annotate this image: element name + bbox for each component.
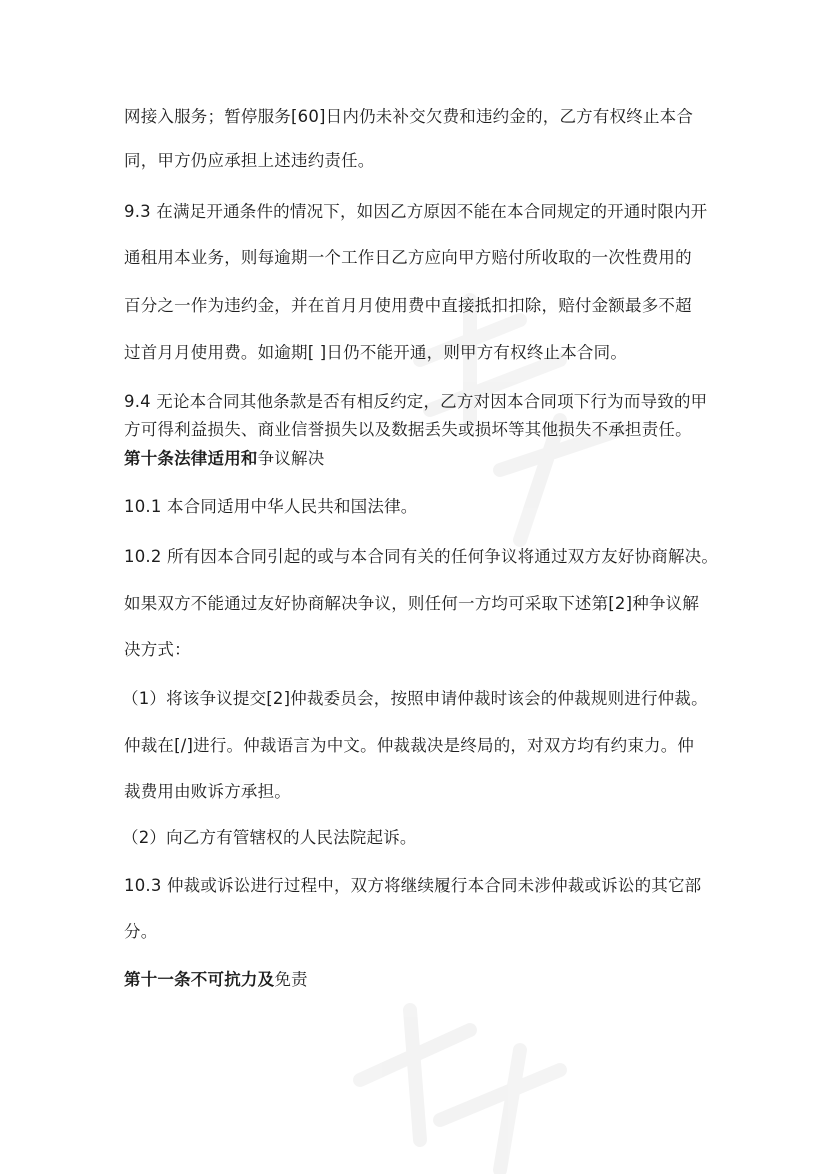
text-line: 如果双方不能通过友好协商解决争议，则任何一方均可采取下述第[2]种争议解 — [124, 594, 700, 613]
clause-10-1: 10.1 本合同适用中华人民共和国法律。 — [124, 497, 418, 516]
heading-article-11-light: 免责 — [274, 970, 308, 989]
clause-9-3: 9.3 在满足开通条件的情况下，如因乙方原因不能在本合同规定的开通时限内开 — [124, 202, 708, 221]
text-line: 百分之一作为违约金，并在首月月使用费中直接抵扣扣除，赔付金额最多不超 — [124, 296, 692, 315]
text-line: 仲裁在[/]进行。仲裁语言为中文。仲裁裁决是终局的，对双方均有约束力。仲 — [124, 736, 695, 755]
heading-article-10-light: 争议解决 — [257, 449, 325, 468]
text-line: 同，甲方仍应承担上述违约责任。 — [124, 151, 375, 170]
heading-article-10-bold: 第十条法律适用和 — [124, 449, 258, 468]
text-line: 裁费用由败诉方承担。 — [124, 782, 291, 801]
text-line: 网接入服务；暂停服务[60]日内仍未补交欠费和违约金的，乙方有权终止本合 — [124, 107, 694, 126]
heading-article-10 — [124, 448, 324, 470]
option-2: （2）向乙方有管辖权的人民法院起诉。 — [122, 828, 417, 847]
text-line: 方可得利益损失、商业信誉损失以及数据丢失或损坏等其他损失不承担责任。 — [124, 420, 692, 439]
heading-article-11 — [124, 969, 308, 991]
clause-10-3: 10.3 仲裁或诉讼进行过程中，双方将继续履行本合同未涉仲裁或诉讼的其它部 — [124, 876, 702, 895]
clause-9-4: 9.4 无论本合同其他条款是否有相反约定，乙方对因本合同项下行为而导致的甲 — [124, 392, 708, 411]
text-line: 过首月月使用费。如逾期[ ]日仍不能开通，则甲方有权终止本合同。 — [124, 343, 628, 362]
text-line: 分。 — [124, 922, 158, 941]
text-line: 通租用本业务，则每逾期一个工作日乙方应向甲方赔付所收取的一次性费用的 — [124, 248, 692, 267]
heading-article-11-bold: 第十一条不可抗力及 — [124, 970, 275, 989]
text-line: 决方式： — [124, 640, 191, 659]
clause-10-2: 10.2 所有因本合同引起的或与本合同有关的任何争议将通过双方友好协商解决。 — [124, 547, 719, 566]
option-1: （1）将该争议提交[2]仲裁委员会，按照申请仲裁时该会的仲裁规则进行仲裁。 — [122, 689, 708, 708]
